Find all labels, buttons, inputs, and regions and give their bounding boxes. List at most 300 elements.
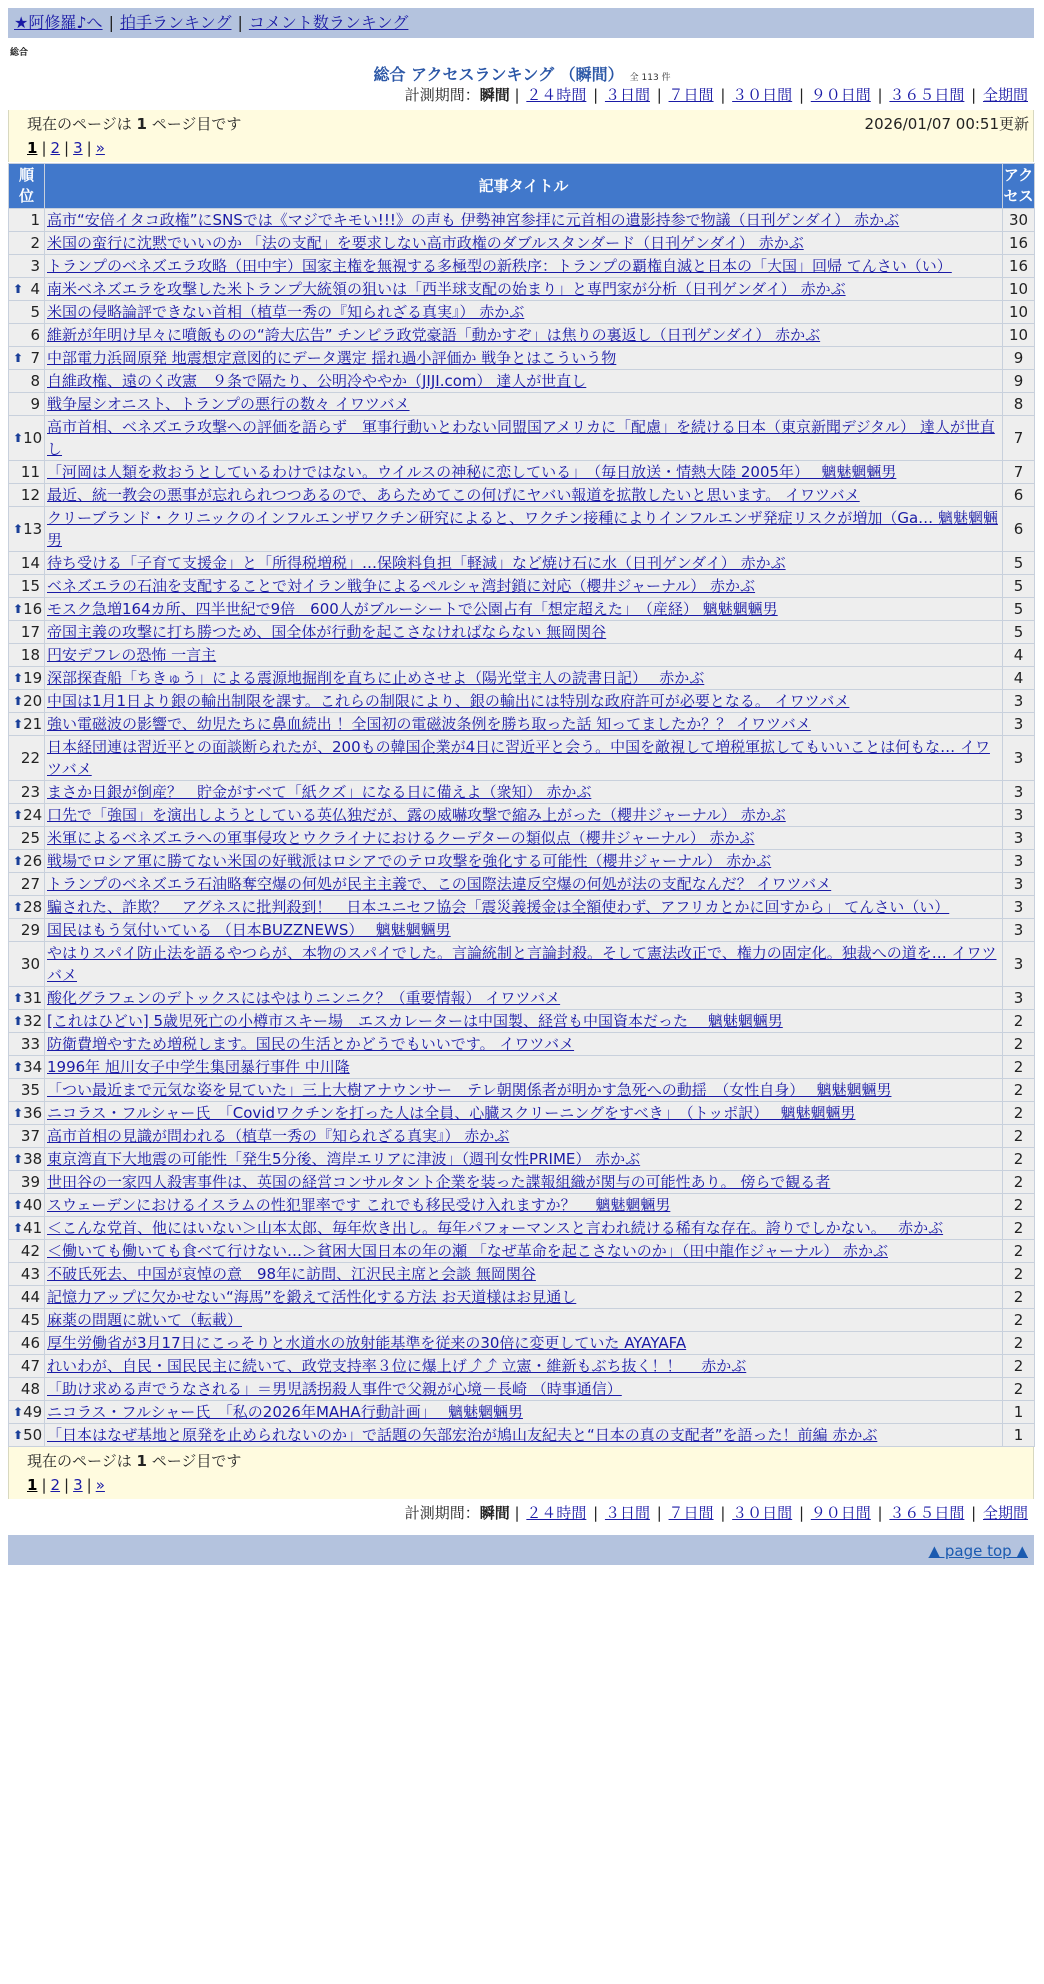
current-page-number: 1 (136, 115, 147, 133)
access-count: 2 (1003, 1355, 1035, 1378)
rank-cell (9, 1102, 45, 1125)
access-count: 9 (1003, 347, 1035, 370)
rank-cell (9, 484, 45, 507)
article-title-link[interactable]: ベネズエラの石油を支配することで対イラン戦争によるペルシャ湾封鎖に対応（櫻井ジャーナル） 赤かぶ (47, 577, 756, 595)
up-arrow-icon: ⬆ (13, 1405, 24, 1419)
period-option-link[interactable]: ３６５日間 (889, 86, 965, 104)
article-title-link[interactable]: トランプのベネズエラ石油略奪空爆の何処が民主主義で、この国際法違反空爆の何処が法の支配なんだ？ イワツバメ (47, 875, 832, 893)
page-link[interactable]: 2 (50, 1476, 61, 1494)
rank-number: 20 (23, 692, 43, 710)
title-cell (45, 255, 1003, 278)
rank-number: 38 (23, 1150, 43, 1168)
article-title-link[interactable]: 「日本はなぜ基地と原発を止められないのか」で話題の矢部宏治が鳩山友紀夫と“日本の真の支配者”を語った！前編 赤かぶ (47, 1426, 878, 1444)
rank-cell (9, 1355, 45, 1378)
page-separator: | (86, 1476, 92, 1494)
period-option-link[interactable]: ２４時間 (526, 86, 587, 104)
access-count: 4 (1003, 667, 1035, 690)
title-cell (45, 896, 1003, 919)
title-cell (45, 1240, 1003, 1263)
article-title-link[interactable]: 日本経団連は習近平との面談断られたが、200もの韓国企業が4日に習近平と会う。中国を敵視して増税軍拡してもいいことは何もな… イワツバメ (47, 738, 990, 778)
title-cell (45, 461, 1003, 484)
page-title-block (0, 62, 1044, 85)
title-cell (45, 1263, 1003, 1286)
rank-number: 22 (20, 749, 40, 767)
article-title-link[interactable]: 米国の侵略論評できない首相（植草一秀の『知られざる真実』） 赤かぶ (47, 303, 525, 321)
table-row (9, 209, 1035, 232)
period-option-link[interactable]: ３６５日間 (889, 1504, 965, 1522)
access-count: 2 (1003, 1102, 1035, 1125)
access-count: 2 (1003, 1286, 1035, 1309)
updated-timestamp: 2026/01/07 00:51更新 (864, 115, 1029, 133)
rank-cell (9, 781, 45, 804)
comment-ranking-link[interactable]: コメント数ランキング (248, 13, 409, 32)
access-count: 1 (1003, 1424, 1035, 1447)
rank-cell (9, 690, 45, 713)
rank-number: 28 (23, 898, 43, 916)
rank-cell (9, 1010, 45, 1033)
rank-number: 36 (23, 1104, 43, 1122)
up-arrow-icon: ⬆ (13, 717, 24, 731)
rank-number: 10 (23, 429, 43, 447)
rank-cell (9, 278, 45, 301)
rank-number: 31 (23, 989, 43, 1007)
header-rank-label: 順 位 (18, 166, 34, 205)
rank-number: 3 (30, 257, 40, 275)
access-count: 7 (1003, 461, 1035, 484)
rank-number: 49 (23, 1403, 43, 1421)
table-row (9, 347, 1035, 370)
article-title-link[interactable]: 不破氏死去、中国が哀悼の意 98年に訪問、江沢民主席と会談 無岡関谷 (47, 1265, 536, 1283)
access-count: 6 (1003, 507, 1035, 552)
rank-number: 13 (23, 520, 43, 538)
title-cell (45, 1102, 1003, 1125)
access-count: 16 (1003, 255, 1035, 278)
access-count: 3 (1003, 827, 1035, 850)
rank-number: 42 (20, 1242, 40, 1260)
table-row (9, 1102, 1035, 1125)
period-selector-bottom (405, 1503, 1030, 1523)
table-row (9, 942, 1035, 987)
period-option-link[interactable]: ３日間 (604, 1504, 650, 1522)
article-title-link[interactable]: 帝国主義の攻撃に打ち勝つため、国全体が行動を起こさなければならない 無岡関谷 (47, 623, 607, 641)
period-option-link[interactable]: ９０日間 (810, 86, 871, 104)
period-option-link[interactable]: ３０日間 (732, 1504, 793, 1522)
article-title-link[interactable]: 記憶力アップに欠かせない“海馬”を鍛えて活性化する方法 お天道様はお見通し (47, 1288, 577, 1306)
rank-number: 23 (20, 783, 40, 801)
rank-number: 37 (20, 1127, 40, 1145)
article-title-link[interactable]: モスク急増164カ所、四半世紀で9倍 600人がブルーシートで公園占有「想定超えた」 （産経） 魑魅魍魎男 (47, 600, 778, 618)
nav-separator: | (108, 13, 114, 32)
article-title-link[interactable]: 中部電力浜岡原発 地震想定意図的にデータ選定 揺れ過小評価か 戦争とはこういう物 (47, 349, 617, 367)
title-cell (45, 690, 1003, 713)
rank-number: 18 (20, 646, 40, 664)
article-title-link[interactable]: 酸化グラフェンのデトックスにはやはりニンニク？（重要情報） イワツバメ (47, 989, 561, 1007)
home-link[interactable]: ★阿修羅♪へ (14, 13, 103, 32)
period-option-link[interactable]: ３日間 (604, 86, 650, 104)
rank-number: 15 (20, 577, 40, 595)
title-cell (45, 416, 1003, 461)
period-separator: | (509, 1504, 525, 1522)
article-title-link[interactable]: 米軍によるベネズエラへの軍事侵攻とウクライナにおけるクーデターの類似点（櫻井ジャーナル） 赤かぶ (47, 829, 755, 847)
table-row (9, 873, 1035, 896)
article-title-link[interactable]: 「助け求める声でうなされる」＝男児誘拐殺人事件で父親が心境－長崎 （時事通信） (47, 1380, 622, 1398)
table-row (9, 919, 1035, 942)
header-access (1003, 164, 1035, 209)
period-separator: | (588, 1504, 603, 1522)
pager-bottom (8, 1447, 1034, 1499)
title-cell (45, 1217, 1003, 1240)
rank-number: 8 (30, 372, 40, 390)
rank-number: 5 (30, 303, 40, 321)
article-title-link[interactable]: 自維政権、遠のく改憲 ９条で隔たり、公明冷ややか（JIJI.com） 達人が世直し (47, 372, 587, 390)
rank-number: 39 (20, 1173, 40, 1191)
page-separator: | (64, 1476, 70, 1494)
table-row (9, 987, 1035, 1010)
page-link-current[interactable]: 1 (27, 1476, 38, 1494)
article-title-link[interactable]: 国民はもう気付いている （日本BUZZNEWS） 魑魅魍魎男 (47, 921, 451, 939)
rank-cell (9, 1171, 45, 1194)
up-arrow-icon: ⬆ (13, 431, 24, 445)
up-arrow-icon: ⬆ (13, 522, 24, 536)
rank-number: 9 (30, 395, 40, 413)
access-count: 2 (1003, 1056, 1035, 1079)
access-count: 5 (1003, 621, 1035, 644)
rank-cell (9, 507, 45, 552)
table-row (9, 278, 1035, 301)
table-row (9, 393, 1035, 416)
table-row (9, 1240, 1035, 1263)
rank-number: 33 (20, 1035, 40, 1053)
title-cell (45, 278, 1003, 301)
rank-cell (9, 873, 45, 896)
up-arrow-icon: ⬆ (13, 282, 24, 296)
rank-cell (9, 1309, 45, 1332)
page-next-link[interactable]: » (95, 1476, 105, 1494)
rank-number: 40 (23, 1196, 43, 1214)
table-row (9, 1056, 1035, 1079)
rank-cell (9, 324, 45, 347)
article-title-link[interactable]: 戦争屋シオニスト、トランプの悪行の数々 イワツバメ (47, 395, 410, 413)
title-cell (45, 873, 1003, 896)
period-option-link[interactable]: ２４時間 (526, 1504, 587, 1522)
article-title-link[interactable]: 米国の蛮行に沈黙でいいのか 「法の支配」を要求しない高市政権のダブルスタンダード（日刊ゲンダイ） 赤かぶ (47, 234, 804, 252)
access-count: 3 (1003, 873, 1035, 896)
access-count: 2 (1003, 1240, 1035, 1263)
rank-cell (9, 370, 45, 393)
rank-cell (9, 552, 45, 575)
table-row (9, 370, 1035, 393)
access-count: 5 (1003, 575, 1035, 598)
page-link[interactable]: 3 (73, 139, 83, 157)
table-row (9, 1263, 1035, 1286)
title-cell (45, 1056, 1003, 1079)
period-separator: | (651, 1504, 667, 1522)
table-row (9, 736, 1035, 781)
ranking-body (9, 209, 1035, 1447)
page-separator: | (64, 139, 70, 157)
article-title-link[interactable]: 騙された、詐欺？ アグネスに批判殺到！ 日本ユニセフ協会「震災義援金は全額使わず、アフリカとかに回すから」 てんさい（い） (47, 898, 950, 916)
article-title-link[interactable]: 麻薬の問題に就いて（転載） (47, 1311, 243, 1329)
period-separator: | (651, 86, 667, 104)
article-title-link[interactable]: 円安デフレの恐怖 一言主 (47, 646, 217, 664)
access-count: 30 (1003, 209, 1035, 232)
clap-ranking-link[interactable]: 拍手ランキング (119, 13, 232, 32)
table-row (9, 1148, 1035, 1171)
rank-number: 48 (20, 1380, 40, 1398)
up-arrow-icon: ⬆ (13, 900, 24, 914)
access-count: 5 (1003, 552, 1035, 575)
header-title: 記事タイトル (45, 164, 1003, 209)
title-cell (45, 1194, 1003, 1217)
table-row (9, 621, 1035, 644)
rank-number: 27 (20, 875, 40, 893)
table-row (9, 896, 1035, 919)
page-numbers (27, 1473, 1015, 1497)
title-cell (45, 370, 1003, 393)
table-row (9, 507, 1035, 552)
rank-cell (9, 1148, 45, 1171)
access-count: 2 (1003, 1378, 1035, 1401)
article-title-link[interactable]: 高市“安倍イタコ政権”にSNSでは《マジでキモい!!!》の声も 伊勢神宮参拝に元首相の遺影持参で物議（日刊ゲンダイ） 赤かぶ (47, 211, 900, 229)
access-count: 2 (1003, 1309, 1035, 1332)
table-row (9, 1332, 1035, 1355)
rank-cell (9, 301, 45, 324)
page-separator: | (86, 139, 92, 157)
rank-number: 34 (23, 1058, 43, 1076)
up-arrow-icon: ⬆ (13, 1106, 24, 1120)
access-count: 3 (1003, 896, 1035, 919)
article-title-link[interactable]: ニコラス・フルシャー氏 「私の2026年MAHA行動計画」 魑魅魍魎男 (47, 1403, 523, 1421)
rank-number: 32 (23, 1012, 43, 1030)
article-title-link[interactable]: クリーブランド・クリニックのインフルエンザワクチン研究によると、ワクチン接種によりインフルエンザ発症リスクが増加（Ga… 魑魅魍魎男 (47, 509, 998, 549)
title-cell (45, 781, 1003, 804)
title-cell (45, 987, 1003, 1010)
title-cell (45, 1079, 1003, 1102)
page-status: 現在のページは 1 ページ目です (27, 1452, 242, 1470)
period-current: 瞬間 (479, 86, 510, 104)
article-title-link[interactable]: [これはひどい] 5歳児死亡の小樽市スキー場 エスカレーターは中国製、経営も中国資本だった 魑魅魍魎男 (47, 1012, 783, 1030)
title-cell (45, 1309, 1003, 1332)
access-count: 3 (1003, 781, 1035, 804)
table-row (9, 667, 1035, 690)
rank-cell (9, 1194, 45, 1217)
rank-cell (9, 1332, 45, 1355)
period-separator: | (872, 1504, 888, 1522)
header-rank (9, 164, 45, 209)
article-title-link[interactable]: トランプのベネズエラ攻略（田中宇）国家主権を無視する多極型の新秩序：トランプの覇権自滅と日本の「大国」回帰 てんさい（い） (47, 257, 952, 275)
page-status: 現在のページは 1 ページ目です (27, 115, 242, 133)
access-count: 3 (1003, 736, 1035, 781)
rank-number: 19 (23, 669, 43, 687)
up-arrow-icon: ⬆ (13, 1428, 24, 1442)
table-row (9, 1401, 1035, 1424)
period-option-link[interactable]: ９０日間 (810, 1504, 871, 1522)
page-link[interactable]: 2 (50, 139, 61, 157)
article-title-link[interactable]: ニコラス・フルシャー氏 「Covidワクチンを打った人は全員、心臓スクリーニングをすべき」 （トッポ訳） 魑魅魍魎男 (47, 1104, 856, 1122)
table-row (9, 1286, 1035, 1309)
article-title-link[interactable]: 世田谷の一家四人殺害事件は、英国の経営コンサルタント企業を装った諜報組織が関与の可能性あり。 傍らで観る者 (47, 1173, 831, 1191)
article-title-link[interactable]: 最近、統一教会の悪事が忘れられつつあるので、あらためてこの何げにヤバい報道を拡散したいと思います。 イワツバメ (47, 486, 860, 504)
title-cell (45, 850, 1003, 873)
article-title-link[interactable]: 防衛費増やすため増税します。国民の生活とかどうでもいいです。 イワツバメ (47, 1035, 575, 1053)
table-row (9, 1125, 1035, 1148)
article-title-link[interactable]: 高市首相の見識が問われる（植草一秀の『知られざる真実』） 赤かぶ (47, 1127, 510, 1145)
title-cell (45, 575, 1003, 598)
access-count: 2 (1003, 1171, 1035, 1194)
title-cell (45, 667, 1003, 690)
period-separator: | (588, 86, 603, 104)
article-title-link[interactable]: 1996年 旭川女子中学生集団暴行事件 中川隆 (47, 1058, 350, 1076)
period-option-link[interactable]: ７日間 (668, 86, 714, 104)
period-separator: | (715, 86, 731, 104)
table-row (9, 1171, 1035, 1194)
rank-cell (9, 713, 45, 736)
table-row (9, 484, 1035, 507)
table-row (9, 324, 1035, 347)
access-count: 2 (1003, 1332, 1035, 1355)
article-title-link[interactable]: 戦場でロシア軍に勝てない米国の好戦派はロシアでのテロ攻撃を強化する可能性（櫻井ジャーナル） 赤かぶ (47, 852, 772, 870)
title-cell (45, 301, 1003, 324)
access-count: 10 (1003, 278, 1035, 301)
article-title-link[interactable]: 中国は1月1日より銀の輸出制限を課す。これらの制限により、銀の輸出には特別な政府許可が必要となる。 イワツバメ (47, 692, 850, 710)
rank-number: 41 (23, 1219, 43, 1237)
table-row (9, 644, 1035, 667)
rank-cell (9, 1056, 45, 1079)
title-cell (45, 1424, 1003, 1447)
rank-number: 45 (20, 1311, 40, 1329)
up-arrow-icon: ⬆ (13, 694, 24, 708)
article-title-link[interactable]: 強い電磁波の影響で、幼児たちに鼻血続出 ！全国初の電磁波条例を勝ち取った話 知ってましたか？？ イワツバメ (47, 715, 811, 733)
title-cell (45, 736, 1003, 781)
article-title-link[interactable]: ＜働いても働いても食べて行けない…＞貧困大国日本の年の瀬 「なぜ革命を起こさないのか」（田中龍作ジャーナル） 赤かぶ (47, 1242, 888, 1260)
period-option-link[interactable]: ７日間 (668, 1504, 714, 1522)
title-cell (45, 232, 1003, 255)
article-title-link[interactable]: 東京湾直下大地震の可能性「発生5分後、湾岸エリアに津波」（週刊女性PRIME） 赤かぶ (47, 1150, 641, 1168)
article-title-link[interactable]: れいわが、自民・国民民主に続いて、政党支持率３位に爆上げ⤴⤴ 立憲・維新もぶち抜く！！ 赤かぶ (47, 1357, 747, 1375)
article-title-link[interactable]: 厚生労働省が3月17日にこっそりと水道水の放射能基準を従来の30倍に変更していた AYAYAFA (47, 1334, 687, 1352)
page-link[interactable]: 3 (73, 1476, 83, 1494)
period-separator: | (794, 1504, 809, 1522)
access-count: 3 (1003, 690, 1035, 713)
article-title-link[interactable]: 南米ベネズエラを攻撃した米トランプ大統領の狙いは「西半球支配の始まり」と専門家が分析（日刊ゲンダイ） 赤かぶ (47, 280, 846, 298)
period-separator: | (966, 86, 981, 104)
table-row (9, 1424, 1035, 1447)
article-title-link[interactable]: 「つい最近まで元気な姿を見ていた」三上大樹アナウンサー テレ朝関係者が明かす急死への動揺 （女性自身） 魑魅魍魎男 (47, 1081, 892, 1099)
access-count: 9 (1003, 370, 1035, 393)
table-row (9, 850, 1035, 873)
article-title-link[interactable]: 維新が年明け早々に噴飯ものの“誇大広告” チンピラ政党豪語「動かすぞ」は焦りの裏返し（日刊ゲンダイ） 赤かぶ (47, 326, 821, 344)
rank-cell (9, 1378, 45, 1401)
rank-cell (9, 1217, 45, 1240)
table-row (9, 1355, 1035, 1378)
rank-cell (9, 575, 45, 598)
title-cell (45, 1332, 1003, 1355)
table-row (9, 598, 1035, 621)
rank-cell (9, 1286, 45, 1309)
article-title-link[interactable]: 待ち受ける「子育て支援金」と「所得税増税」…保険料負担「軽減」など焼け石に水（日刊ゲンダイ） 赤かぶ (47, 554, 786, 572)
rank-number: 43 (20, 1265, 40, 1283)
page-link-current[interactable]: 1 (27, 139, 38, 157)
footer-bar (8, 1535, 1034, 1565)
article-title-link[interactable]: 高市首相、ベネズエラ攻撃への評価を語らず 軍事行動いとわない同盟国アメリカに「配慮」を続ける日本（東京新聞デジタル） 達人が世直し (47, 418, 995, 458)
title-cell (45, 598, 1003, 621)
top-nav-bar (8, 8, 1034, 38)
period-option-link[interactable]: 全期間 (982, 86, 1028, 104)
nav-separator: | (237, 13, 243, 32)
rank-cell (9, 598, 45, 621)
rank-number: 26 (23, 852, 43, 870)
rank-number: 25 (20, 829, 40, 847)
page-separator: | (41, 139, 47, 157)
page-title: 総合 アクセスランキング （瞬間） (373, 65, 624, 84)
period-option-link[interactable]: 全期間 (982, 1504, 1028, 1522)
table-row (9, 713, 1035, 736)
article-title-link[interactable]: スウェーデンにおけるイスラムの性犯罪率です これでも移民受け入れますか？ 魑魅魍魎男 (47, 1196, 671, 1214)
rank-number: 17 (20, 623, 40, 641)
table-row (9, 1079, 1035, 1102)
article-title-link[interactable]: 口先で「強国」を演出しようとしている英仏独だが、露の威嚇攻撃で縮み上がった（櫻井ジャーナル） 赤かぶ (47, 806, 786, 824)
rank-cell (9, 232, 45, 255)
page-next-link[interactable]: » (95, 139, 105, 157)
access-count: 4 (1003, 644, 1035, 667)
rank-cell (9, 804, 45, 827)
rank-cell (9, 1125, 45, 1148)
rank-cell (9, 393, 45, 416)
table-row (9, 301, 1035, 324)
table-row (9, 552, 1035, 575)
rank-cell (9, 667, 45, 690)
rank-number: 44 (20, 1288, 40, 1306)
article-title-link[interactable]: やはりスパイ防止法を語るやつらが、本物のスパイでした。言論統制と言論封殺。そして憲法改正で、権力の固定化。独裁への道を… イワツバメ (47, 944, 997, 984)
table-row (9, 461, 1035, 484)
table-row (9, 690, 1035, 713)
current-page-number: 1 (136, 1452, 147, 1470)
access-count: 10 (1003, 301, 1035, 324)
category-label: 総合 (10, 48, 29, 58)
up-arrow-icon: ⬆ (13, 808, 24, 822)
access-count: 2 (1003, 1194, 1035, 1217)
access-count: 3 (1003, 942, 1035, 987)
article-title-link[interactable]: 深部探査船「ちきゅう」による震源地掘削を直ちに止めさせよ（陽光堂主人の読書日記） 赤かぶ (47, 669, 705, 687)
up-arrow-icon: ⬆ (13, 1221, 24, 1235)
rank-number: 7 (30, 349, 40, 367)
rank-number: 2 (30, 234, 40, 252)
access-count: 16 (1003, 232, 1035, 255)
up-arrow-icon: ⬆ (13, 991, 24, 1005)
article-title-link[interactable]: まさか日銀が倒産？ 貯金がすべて「紙クズ」になる日に備えよ（衆知） 赤かぶ (47, 783, 592, 801)
rank-cell (9, 919, 45, 942)
page-top-link[interactable]: ▲ page top ▲ (928, 1542, 1028, 1560)
table-row (9, 575, 1035, 598)
rank-cell (9, 255, 45, 278)
table-row (9, 827, 1035, 850)
title-cell (45, 347, 1003, 370)
up-arrow-icon: ⬆ (13, 671, 24, 685)
article-title-link[interactable]: 「河岡は人類を救おうとしているわけではない。ウイルスの神秘に恋している」 （毎日放送・情熱大陸 2005年） 魑魅魍魎男 (47, 463, 897, 481)
total-count: 全 113 件 (629, 73, 671, 83)
rank-number: 35 (20, 1081, 40, 1099)
period-current: 瞬間 (479, 1504, 510, 1522)
access-count: 1 (1003, 1401, 1035, 1424)
period-option-link[interactable]: ３０日間 (732, 86, 793, 104)
article-title-link[interactable]: ＜こんな党首、他にはいない＞山本太郎、毎年炊き出し。毎年パフォーマンスと言われ続ける稀有な存在。誇りでしかない。 赤かぶ (47, 1219, 944, 1237)
rank-cell (9, 942, 45, 987)
rank-cell (9, 1424, 45, 1447)
title-cell (45, 644, 1003, 667)
title-cell (45, 209, 1003, 232)
up-arrow-icon: ⬆ (13, 1152, 24, 1166)
access-count: 2 (1003, 1033, 1035, 1056)
